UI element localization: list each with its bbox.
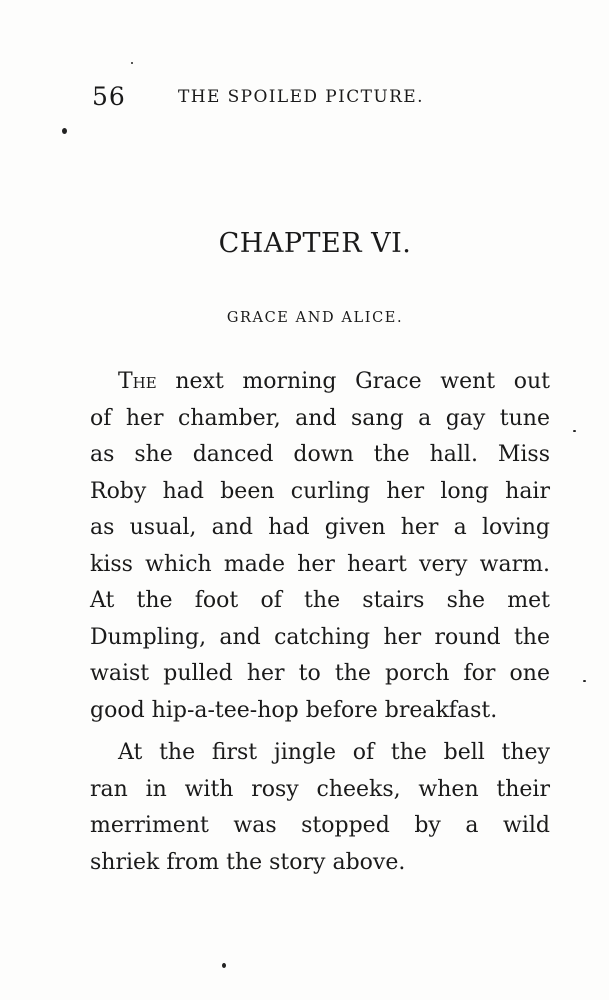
opening-word: The <box>118 369 157 394</box>
running-head <box>92 82 470 112</box>
chapter-subtitle: GRACE AND ALICE. <box>226 310 404 326</box>
paragraph-2 <box>90 735 550 881</box>
ink-speck <box>222 963 226 968</box>
paragraph-line: as usual, and had given her a loving <box>90 515 550 540</box>
ink-speck <box>62 128 67 134</box>
paragraph-line: At the first jingle of the bell they <box>118 740 550 765</box>
chapter-title: CHAPTER VI. <box>218 228 412 259</box>
paragraph-line: waist pulled her to the porch for one <box>90 661 550 686</box>
ink-speck <box>573 430 576 432</box>
paragraph-line: as she danced down the hall. Miss <box>90 442 550 467</box>
page-number: 56 <box>92 82 126 111</box>
paragraph-1 <box>90 364 550 729</box>
ink-speck <box>131 62 133 64</box>
line-text: next morning Grace went out <box>175 369 550 394</box>
paragraph-line: At the foot of the stairs she met <box>90 588 550 613</box>
paragraph-line: good hip-a-tee-hop before breakfast. <box>90 697 498 723</box>
paragraph-line: shriek from the story above. <box>90 849 406 875</box>
paragraph-line: ran in with rosy cheeks, when their <box>90 776 550 802</box>
ink-speck <box>583 680 586 682</box>
paragraph-line: Roby had been curling her long hair <box>90 478 550 504</box>
paragraph-line: of her chamber, and sang a gay tune <box>90 405 550 431</box>
paragraph-line <box>90 364 550 401</box>
paragraph-line: kiss which made her heart very warm. <box>90 551 550 577</box>
running-title: THE SPOILED PICTURE. <box>178 87 424 107</box>
paragraph-line: Dumpling, and catching her round the <box>90 624 550 650</box>
paragraph-line: merriment was stopped by a wild <box>90 813 550 838</box>
